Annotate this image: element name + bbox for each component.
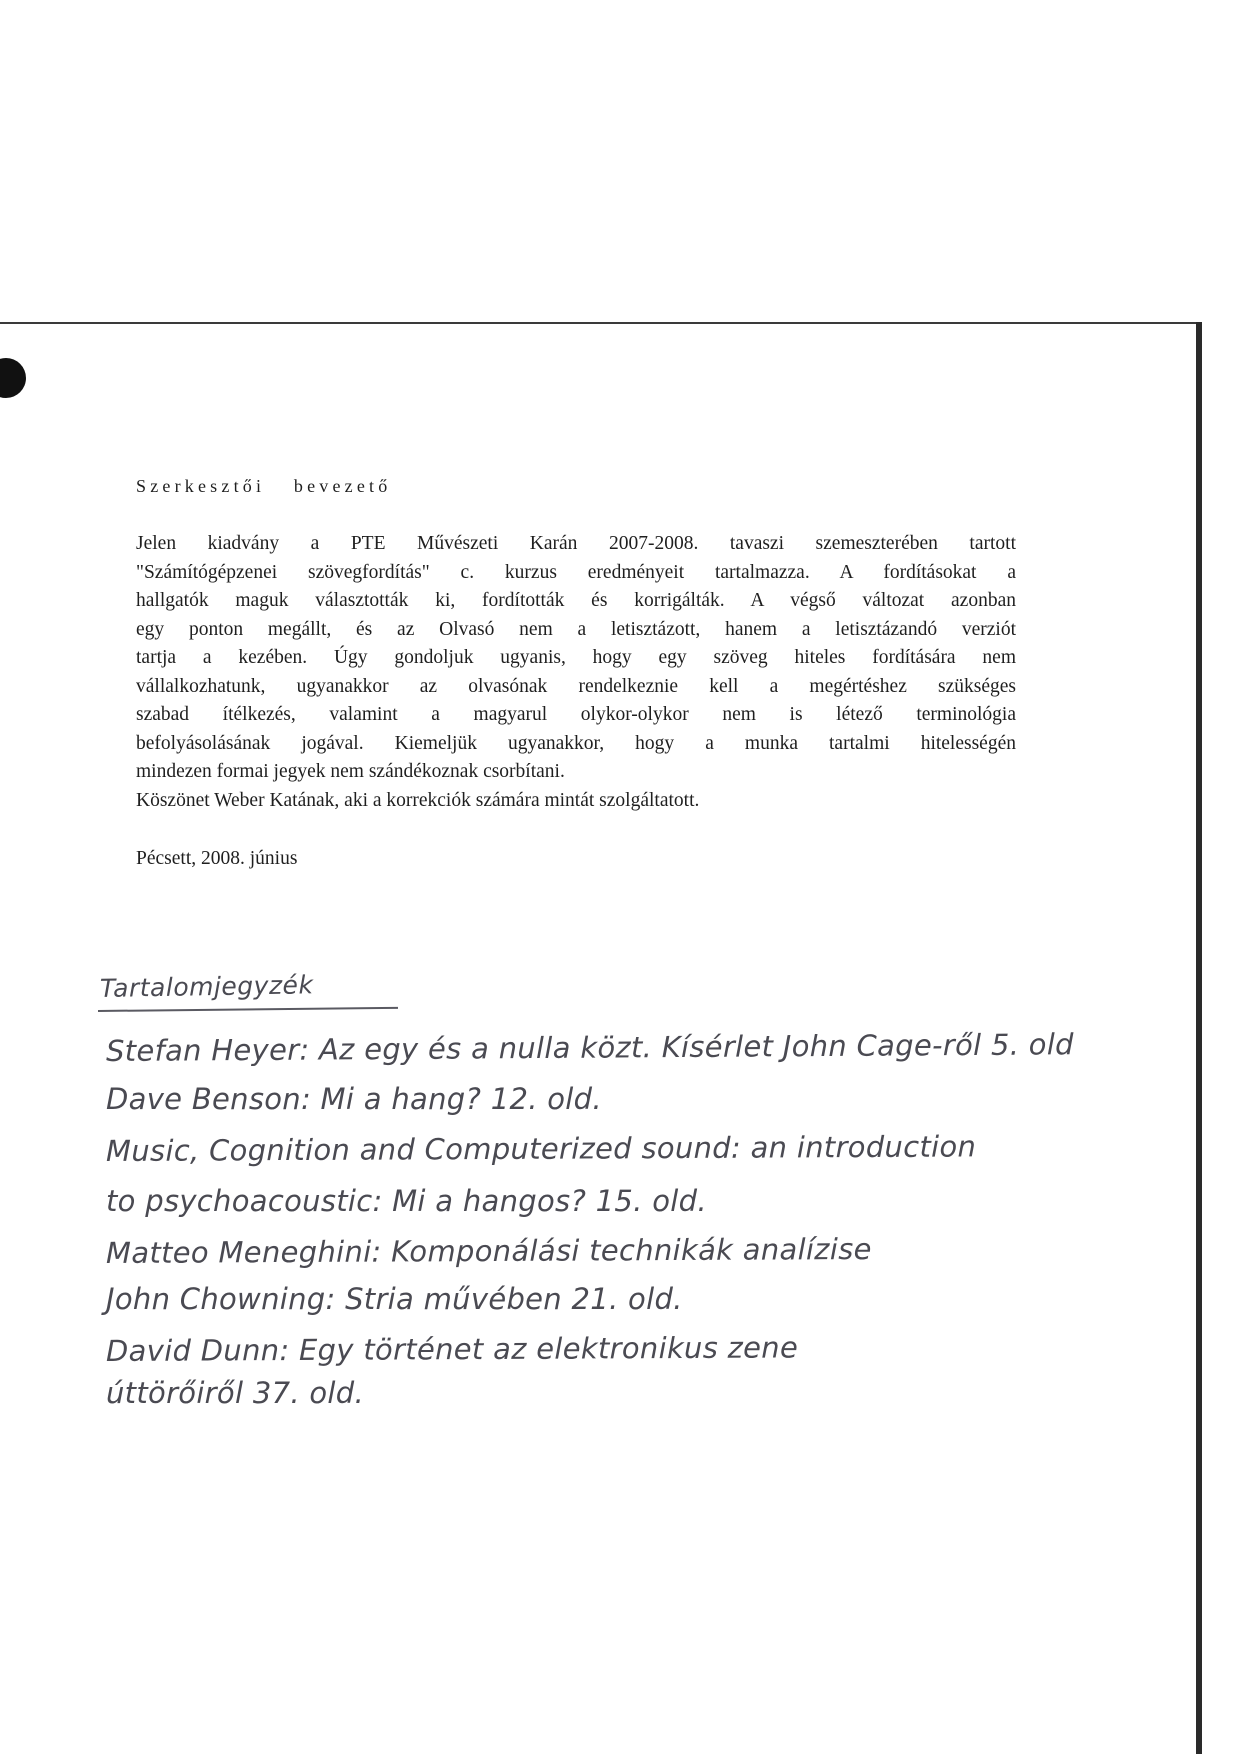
paper-top-edge: [0, 322, 1200, 324]
toc-entry: Stefan Heyer: Az egy és a nulla közt. Kísérlet John Cage-ről 5. old: [105, 1027, 1074, 1068]
document-title: Szerkesztői bevezető: [136, 476, 392, 496]
handwritten-table-of-contents: [96, 972, 1196, 1412]
toc-heading-underline: [98, 1007, 398, 1012]
introduction-body: [136, 530, 1016, 815]
document-date: Pécsett, 2008. június: [136, 848, 298, 869]
body-line: "Számítógépzenei szövegfordítás" c. kurzus eredményeit tartalmazza. A fordításokat a: [136, 561, 1016, 583]
body-line: befolyásolásának jogával. Kiemeljük ugyanakkor, hogy a munka tartalmi hitelességén: [136, 732, 1016, 754]
toc-heading: Tartalomjegyzék: [99, 970, 314, 1003]
punch-hole-mark: [0, 358, 26, 398]
body-line: hallgatók maguk választották ki, fordították és korrigálták. A végső változat azonban: [136, 590, 1016, 611]
toc-entry: úttörőiről 37. old.: [106, 1376, 364, 1410]
toc-entry: Matteo Meneghini: Komponálási technikák analízise: [105, 1231, 872, 1270]
body-line: vállalkozhatunk, ugyanakkor az olvasónak rendelkeznie kell a megértéshez szükséges: [136, 675, 1016, 697]
body-line: mindezen formai jegyek nem szándékoznak csorbítani.: [136, 761, 565, 782]
toc-entry: John Chowning: Stria művében 21. old.: [106, 1282, 683, 1316]
body-line: szabad ítélkezés, valamint a magyarul olykor-olykor nem is létező terminológia: [136, 704, 1016, 725]
toc-entry: David Dunn: Egy történet az elektronikus zene: [105, 1330, 799, 1368]
paper-right-edge: [1196, 322, 1202, 1754]
body-line: tartja a kezében. Úgy gondoljuk ugyanis, hogy egy szöveg hiteles fordítására nem: [136, 647, 1016, 668]
body-line-acknowledgement: Köszönet Weber Katának, aki a korrekciók számára mintát szolgáltatott.: [136, 789, 700, 811]
toc-entry: Music, Cognition and Computerized sound: an introduction: [105, 1129, 977, 1168]
toc-entry: to psychoacoustic: Mi a hangos? 15. old.: [106, 1184, 707, 1218]
body-line: egy ponton megállt, és az Olvasó nem a letisztázott, hanem a letisztázandó verziót: [136, 618, 1016, 640]
body-line: Jelen kiadvány a PTE Művészeti Karán 2007-2008. tavaszi szemeszterében tartott: [136, 533, 1016, 554]
toc-entry: Dave Benson: Mi a hang? 12. old.: [106, 1082, 602, 1116]
